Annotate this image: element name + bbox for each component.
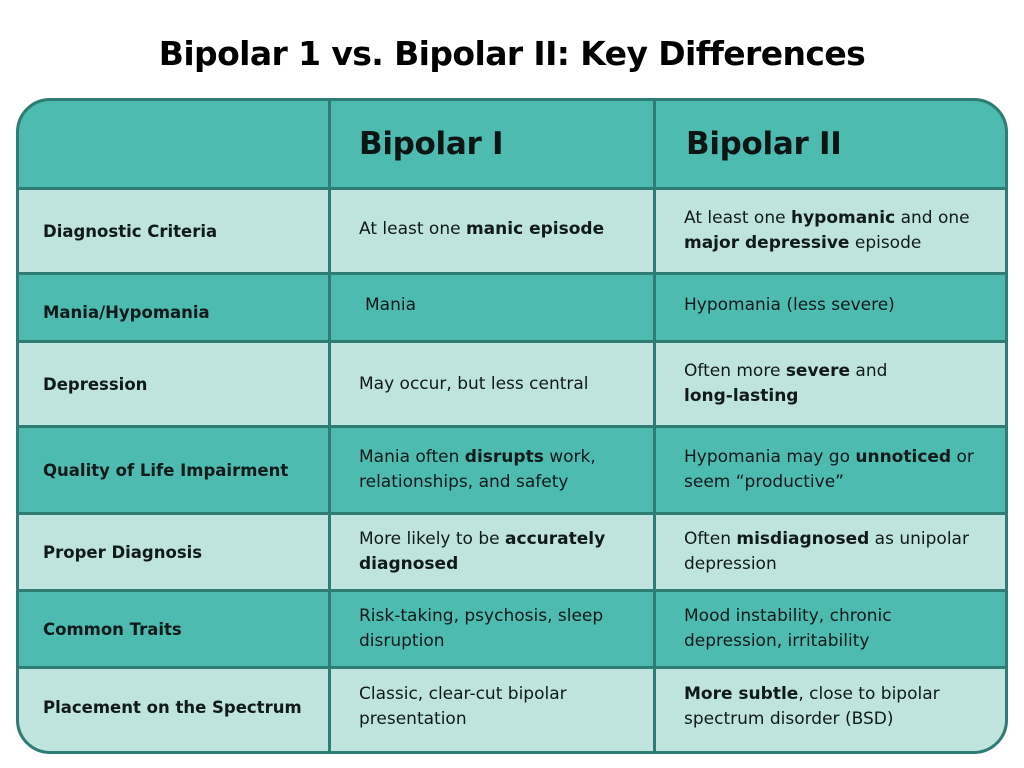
text-segment: At least one: [359, 219, 466, 239]
cell-text: [684, 445, 993, 495]
row-label-text: Quality of Life Impairment: [43, 460, 289, 480]
bipolar-1-cell: [331, 515, 653, 589]
text-segment: and one: [895, 208, 970, 228]
row-label: [19, 428, 328, 512]
bipolar-2-cell: [656, 343, 1008, 425]
text-segment: , close to bipolar spectrum disorder (BSD): [684, 684, 940, 729]
row-label-text: Mania/Hypomania: [43, 303, 210, 322]
bold-text: disrupts: [464, 447, 544, 467]
bold-text: misdiagnosed: [736, 529, 870, 549]
text-segment: Mania: [365, 295, 416, 315]
cell-text: [684, 206, 993, 256]
text-segment: Hypomania (less severe): [684, 295, 895, 315]
bipolar-1-cell: [331, 669, 653, 754]
text-segment: At least one: [684, 208, 791, 228]
header-bipolar-1: [331, 101, 653, 187]
text-segment: Hypomania may go: [684, 447, 856, 467]
cell-text: [359, 527, 635, 577]
bipolar-2-cell: [656, 428, 1008, 512]
bipolar-2-cell: [656, 669, 1008, 754]
cell-text: [684, 682, 993, 732]
row-label: [19, 343, 328, 425]
cell-text: [684, 527, 993, 577]
bipolar-1-cell: [331, 343, 653, 425]
text-segment: work, relationships, and safety: [359, 447, 596, 492]
cell-text: [359, 604, 635, 654]
cell-text: [365, 293, 416, 318]
header-bipolar-2-label: Bipolar II: [686, 125, 842, 162]
text-segment: Mania often: [359, 447, 465, 467]
cell-text: [359, 217, 604, 242]
bold-text: accurately diagnosed: [359, 529, 606, 574]
text-segment: as unipolar depression: [684, 529, 969, 574]
row-label-text: Depression: [43, 374, 148, 394]
cell-text: [359, 682, 635, 732]
bipolar-2-cell: [656, 515, 1008, 589]
bold-text: manic episode: [465, 219, 605, 239]
bold-text: unnoticed: [855, 447, 952, 467]
cell-text: [684, 604, 993, 654]
comparison-table: [16, 98, 1008, 754]
header-empty-cell: [19, 101, 328, 187]
bipolar-2-cell: [656, 190, 1008, 272]
header-bipolar-2: [656, 101, 1008, 187]
bold-text: hypomanic: [790, 208, 896, 228]
text-segment: Often: [684, 529, 737, 549]
cell-text: [359, 372, 589, 397]
page-title: Bipolar 1 vs. Bipolar II: Key Differences: [158, 34, 866, 73]
text-segment: and: [850, 361, 888, 381]
bipolar-1-cell: [331, 428, 653, 512]
text-segment: episode: [849, 233, 922, 253]
text-segment: More likely to be: [359, 529, 506, 549]
row-label: [19, 669, 328, 754]
row-label: [19, 275, 328, 340]
bipolar-1-cell: [331, 275, 653, 340]
bipolar-2-cell: [656, 592, 1008, 666]
cell-text: [684, 359, 914, 409]
row-label-text: Placement on the Spectrum: [43, 697, 302, 717]
bold-text: major depressive: [684, 233, 850, 253]
text-segment: Often more: [684, 361, 786, 381]
bipolar-1-cell: [331, 190, 653, 272]
cell-text: [359, 445, 635, 495]
bold-text: severe: [785, 361, 850, 381]
bold-text: long-lasting: [684, 386, 799, 406]
text-segment: May occur, but less central: [359, 373, 589, 394]
row-label-text: Common Traits: [43, 619, 182, 639]
row-label-text: Proper Diagnosis: [43, 542, 203, 562]
cell-text: [684, 293, 895, 318]
text-segment: or seem “productive”: [684, 447, 974, 492]
text-segment: Mood instability, chronic depression, irritability: [684, 606, 892, 651]
bipolar-1-cell: [331, 592, 653, 666]
row-label-text: Diagnostic Criteria: [43, 221, 218, 241]
row-label: [19, 190, 328, 272]
text-segment: Classic, clear-cut bipolar presentation: [359, 684, 567, 729]
row-label: [19, 515, 328, 589]
header-bipolar-1-label: Bipolar I: [359, 125, 504, 162]
bold-text: More subtle: [684, 684, 799, 704]
row-label: [19, 592, 328, 666]
text-segment: Risk-taking, psychosis, sleep disruption: [359, 606, 604, 651]
bipolar-2-cell: [656, 275, 1008, 340]
